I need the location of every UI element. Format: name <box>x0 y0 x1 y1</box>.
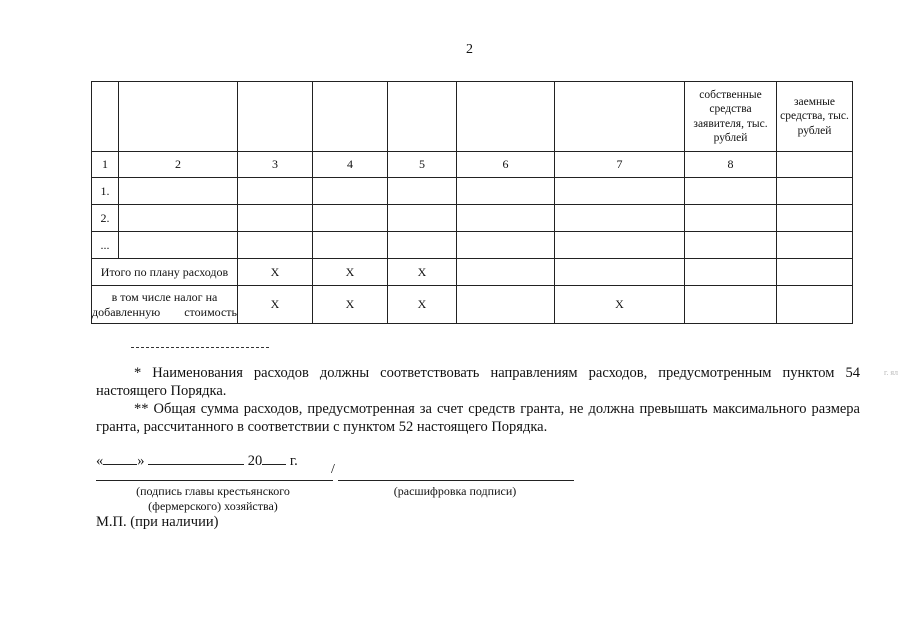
column-number: 2 <box>119 152 238 178</box>
header-cell <box>313 82 388 152</box>
footnote-separator <box>131 347 269 348</box>
expense-plan-table <box>91 81 853 324</box>
quote-close: » <box>137 453 145 469</box>
table-cell <box>313 205 388 232</box>
column-number: 4 <box>313 152 388 178</box>
day-blank[interactable] <box>103 452 137 465</box>
row-label: 1. <box>92 178 119 205</box>
table-cell <box>777 286 853 324</box>
table-cell <box>119 178 238 205</box>
table-cell <box>555 259 685 286</box>
table-cell <box>238 205 313 232</box>
margin-mark: г. ял <box>884 368 899 377</box>
vat-row-label: в том числе налог на добавленную стоимость <box>92 286 238 324</box>
header-cell <box>238 82 313 152</box>
table-cell <box>777 205 853 232</box>
table-cell <box>313 178 388 205</box>
column-number <box>777 152 853 178</box>
signature-decryption-line[interactable] <box>338 480 574 481</box>
x-mark: X <box>555 286 685 324</box>
table-cell <box>685 205 777 232</box>
column-number: 3 <box>238 152 313 178</box>
row-label: 2. <box>92 205 119 232</box>
header-cell <box>457 82 555 152</box>
table-cell <box>777 178 853 205</box>
table-cell <box>685 259 777 286</box>
column-number: 6 <box>457 152 555 178</box>
page-number: 2 <box>466 42 473 57</box>
table-cell <box>555 205 685 232</box>
table-cell <box>313 232 388 259</box>
x-mark: X <box>313 286 388 324</box>
header-cell <box>119 82 238 152</box>
table-header-row <box>92 82 853 152</box>
signature-slash: / <box>331 462 335 477</box>
total-row-label: Итого по плану расходов <box>92 259 238 286</box>
table-row <box>92 178 853 205</box>
column-number: 8 <box>685 152 777 178</box>
column-number: 7 <box>555 152 685 178</box>
table-cell <box>457 259 555 286</box>
table-cell <box>457 205 555 232</box>
header-cell <box>388 82 457 152</box>
column-number: 1 <box>92 152 119 178</box>
signature-caption: (подпись главы крестьянского (фермерского) хозяйства) <box>136 484 290 513</box>
x-mark: X <box>313 259 388 286</box>
date-line <box>96 452 298 470</box>
header-borrowed-funds: заемные средства, тыс. рублей <box>777 82 853 152</box>
decryption-caption: (расшифровка подписи) <box>393 484 517 498</box>
table-row <box>92 232 853 259</box>
header-cell <box>92 82 119 152</box>
column-number: 5 <box>388 152 457 178</box>
table-cell <box>685 232 777 259</box>
month-blank[interactable] <box>148 452 244 465</box>
row-label: ... <box>92 232 119 259</box>
table-cell <box>388 178 457 205</box>
total-row <box>92 259 853 286</box>
table-cell <box>555 232 685 259</box>
table-cell <box>457 286 555 324</box>
quote-open: « <box>96 453 104 469</box>
table-cell <box>685 286 777 324</box>
table-cell <box>555 178 685 205</box>
table-cell <box>388 232 457 259</box>
table-cell <box>685 178 777 205</box>
column-number-row <box>92 152 853 178</box>
table-cell <box>238 178 313 205</box>
x-mark: X <box>388 286 457 324</box>
header-cell <box>555 82 685 152</box>
footnote-first: * Наименования расходов должны соответствовать направлениям расходов, предусмотренным пунктом 54 настоящего Порядка. <box>96 365 860 399</box>
table-cell <box>119 205 238 232</box>
year-blank[interactable] <box>262 452 286 465</box>
x-mark: X <box>238 286 313 324</box>
table-cell <box>457 232 555 259</box>
x-mark: X <box>388 259 457 286</box>
x-mark: X <box>238 259 313 286</box>
stamp-label: М.П. (при наличии) <box>96 514 219 530</box>
table-cell <box>457 178 555 205</box>
table-cell <box>777 232 853 259</box>
table-row <box>92 205 853 232</box>
footnote-second: ** Общая сумма расходов, предусмотренная за счет средств гранта, не должна превышать максимального размера гранта, рассчитанного в соответствии с пунктом 52 настоящего Порядка. <box>96 401 860 435</box>
signature-line[interactable] <box>96 480 333 481</box>
year-prefix: 20 <box>247 453 263 469</box>
table-cell <box>777 259 853 286</box>
header-own-funds: собственные средства заявителя, тыс. рублей <box>685 82 777 152</box>
table-cell <box>119 232 238 259</box>
year-suffix: г. <box>289 453 298 469</box>
vat-row <box>92 286 853 324</box>
table-cell <box>238 232 313 259</box>
table-cell <box>388 205 457 232</box>
